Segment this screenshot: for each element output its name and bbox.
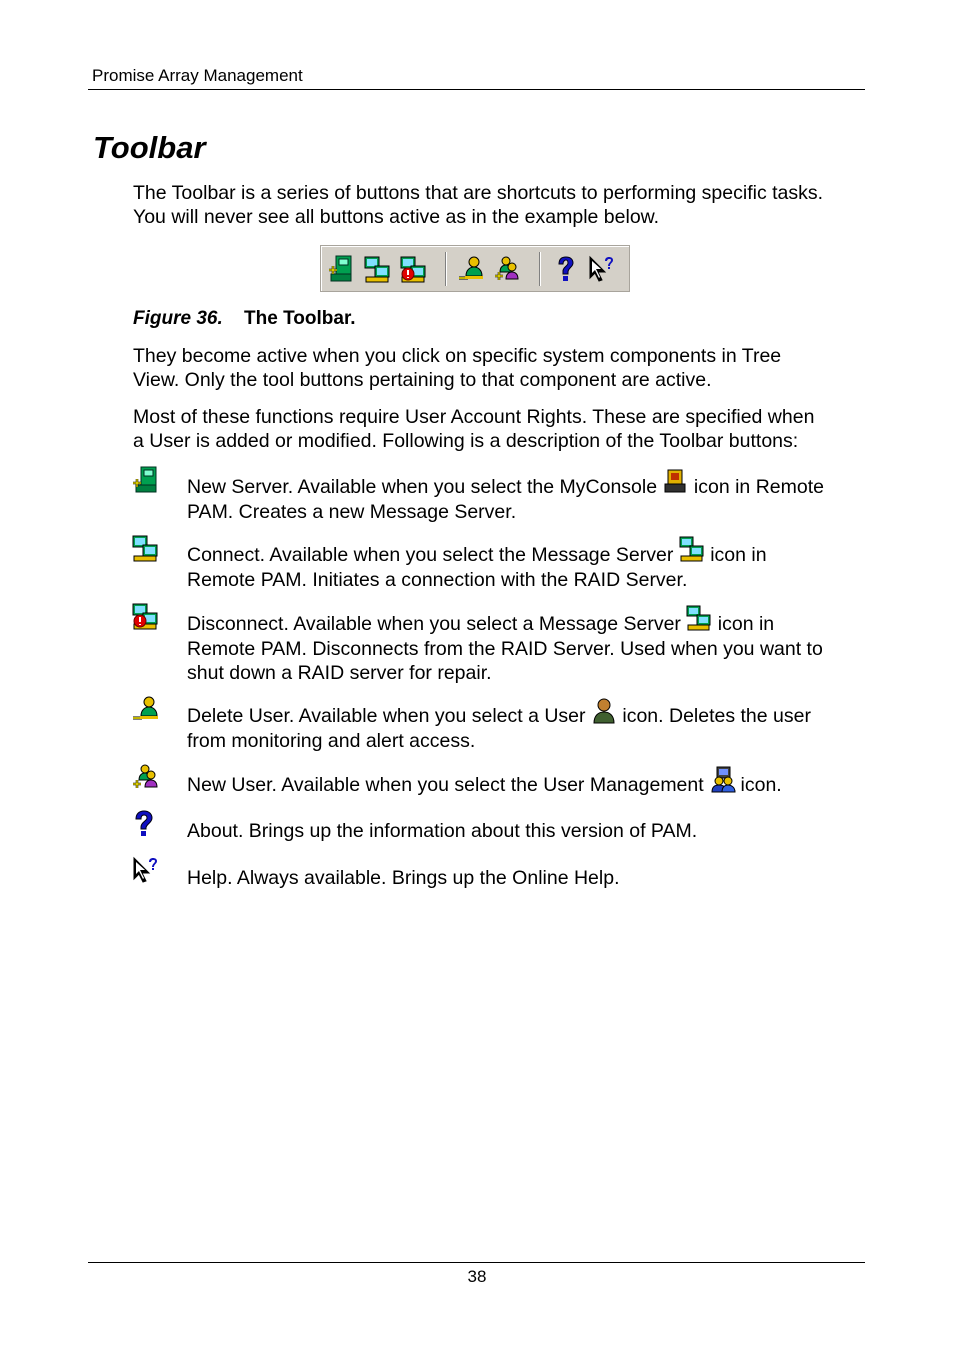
connect-text-c: Remote PAM. Initiates a connection with the RAID Server. <box>187 569 688 591</box>
disconnect-icon <box>132 603 160 631</box>
new-server-text-b: icon in Remote <box>693 476 824 498</box>
new-server-text-a: New Server. Available when you select the MyConsole <box>187 476 658 498</box>
delete-user-icon <box>132 696 160 724</box>
new-user-icon <box>132 764 160 792</box>
about-icon[interactable] <box>551 254 579 284</box>
new-server-text-c: PAM. Creates a new Message Server. <box>187 501 517 523</box>
header-divider <box>88 89 865 90</box>
new-user-description <box>187 772 867 798</box>
disconnect-description <box>187 611 867 685</box>
about-description <box>187 819 867 843</box>
p1-line-1: They become active when you click on specific system components in Tree <box>133 345 782 367</box>
connect-text-b: icon in <box>710 544 767 566</box>
section-title: Toolbar <box>93 130 206 165</box>
toolbar-separator <box>445 252 447 286</box>
connect-icon[interactable] <box>363 254 391 284</box>
new-user-icon[interactable] <box>493 254 521 284</box>
connect-description <box>187 542 867 592</box>
new-server-description <box>187 474 867 524</box>
new-user-text-a: New User. Available when you select the User Management <box>187 774 704 796</box>
disconnect-text-d: shut down a RAID server for repair. <box>187 662 492 684</box>
paragraph-user-rights <box>133 405 863 453</box>
message-server-icon <box>679 542 705 568</box>
paragraph-tree-view <box>133 344 863 392</box>
p1-line-2: View. Only the tool buttons pertaining to that component are active. <box>133 369 712 391</box>
toolbar-separator <box>539 252 541 286</box>
new-user-text-b: icon. <box>740 774 782 796</box>
figure-caption-text: The Toolbar. <box>244 308 356 329</box>
user-management-icon <box>709 772 735 798</box>
disconnect-text-b: icon in <box>717 613 775 635</box>
help-icon[interactable] <box>587 254 615 284</box>
about-icon <box>132 810 160 838</box>
disconnect-text-c: Remote PAM. Disconnects from the RAID Server. Used when you want to <box>187 638 823 660</box>
help-text-a: Help. Always available. Brings up the Online Help. <box>187 867 620 889</box>
p2-line-1: Most of these functions require User Account Rights. These are specified when <box>133 406 815 428</box>
delete-user-text-b: icon. Deletes the user <box>622 705 811 727</box>
delete-user-description <box>187 703 867 753</box>
p2-line-2: a User is added or modified. Following is a description of the Toolbar buttons: <box>133 430 799 452</box>
user-icon <box>591 703 617 729</box>
new-server-icon <box>132 466 160 494</box>
connect-text-a: Connect. Available when you select the Message Server <box>187 544 674 566</box>
toolbar-figure <box>320 245 630 292</box>
intro-line-2: You will never see all buttons active as in the example below. <box>133 206 660 228</box>
page-number: 38 <box>467 1267 487 1286</box>
figure-number: Figure 36. <box>133 308 223 329</box>
new-server-icon[interactable] <box>327 254 355 284</box>
delete-user-text-c: from monitoring and alert access. <box>187 730 476 752</box>
help-icon <box>132 856 160 884</box>
disconnect-text-a: Disconnect. Available when you select a Message Server <box>187 613 681 635</box>
figure-caption <box>133 308 356 330</box>
about-text-a: About. Brings up the information about this version of PAM. <box>187 820 698 842</box>
intro-line-1: The Toolbar is a series of buttons that are shortcuts to performing specific tasks. <box>133 182 824 204</box>
connect-icon <box>132 535 160 563</box>
footer-divider <box>88 1262 865 1263</box>
disconnect-icon[interactable] <box>399 254 427 284</box>
delete-user-icon[interactable] <box>457 254 485 284</box>
help-description <box>187 866 867 890</box>
message-server-icon <box>686 611 712 637</box>
intro-paragraph <box>133 181 863 229</box>
running-header: Promise Array Management <box>92 66 303 85</box>
delete-user-text-a: Delete User. Available when you select a User <box>187 705 586 727</box>
myconsole-icon <box>662 474 688 500</box>
